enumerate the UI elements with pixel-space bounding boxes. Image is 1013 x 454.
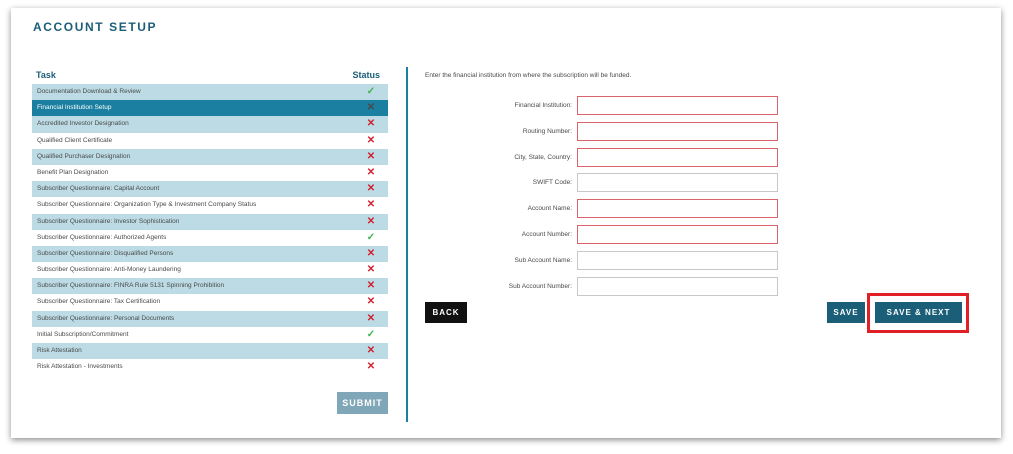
task-label: Subscriber Questionnaire: Capital Account (37, 185, 160, 193)
field-input[interactable] (577, 199, 778, 218)
field-label: Routing Number: (522, 127, 572, 135)
cross-icon: ✕ (366, 134, 376, 146)
task-label: Risk Attestation - Investments (37, 363, 123, 371)
field-input[interactable] (577, 225, 778, 244)
task-label: Initial Subscription/Commitment (37, 330, 129, 338)
table-row[interactable] (32, 84, 388, 100)
page-title: ACCOUNT SETUP (33, 20, 158, 34)
status-column-header: Status (352, 70, 380, 80)
field-label: SWIFT Code: (532, 179, 572, 187)
table-row[interactable] (32, 197, 388, 213)
field-input[interactable] (577, 96, 778, 115)
cross-icon: ✕ (366, 118, 376, 130)
task-label: Documentation Download & Review (37, 88, 141, 95)
table-header (32, 68, 388, 84)
task-label: Subscriber Questionnaire: FINRA Rule 5131 Spinning Prohibition (37, 282, 225, 290)
task-table (32, 68, 388, 375)
check-icon: ✓ (366, 231, 376, 243)
field-label: City, State, Country: (514, 153, 572, 161)
check-icon: ✓ (366, 86, 376, 97)
table-row[interactable] (32, 246, 388, 262)
vertical-divider (406, 67, 408, 422)
table-row[interactable] (32, 278, 388, 294)
submit-button[interactable]: SUBMIT (337, 392, 388, 414)
table-row[interactable] (32, 311, 388, 327)
cross-icon: ✕ (366, 247, 376, 259)
field-label: Sub Account Number: (508, 282, 572, 290)
table-row[interactable] (32, 327, 388, 343)
save-button[interactable]: SAVE (827, 302, 865, 323)
table-row[interactable] (32, 359, 388, 375)
task-label: Benefit Plan Designation (37, 168, 109, 176)
field-label: Sub Account Name: (514, 256, 572, 264)
table-row[interactable] (32, 116, 388, 132)
cross-icon: ✕ (366, 199, 376, 211)
table-row[interactable] (32, 343, 388, 359)
field-input[interactable] (577, 122, 778, 141)
field-label: Account Number: (521, 231, 572, 238)
task-label: Subscriber Questionnaire: Personal Documents (37, 314, 175, 322)
cross-icon: ✕ (366, 280, 376, 292)
task-label: Subscriber Questionnaire: Disqualified Persons (37, 249, 174, 257)
table-row[interactable] (32, 181, 388, 197)
cross-icon: ✕ (366, 150, 376, 162)
cross-icon: ✕ (366, 296, 376, 308)
table-row[interactable] (32, 133, 388, 149)
table-row[interactable] (32, 294, 388, 310)
table-row[interactable] (32, 214, 388, 230)
task-label: Subscriber Questionnaire: Authorized Agents (37, 233, 167, 241)
cross-icon: ✕ (366, 312, 376, 324)
table-row[interactable] (32, 149, 388, 165)
cross-icon: ✕ (366, 361, 376, 373)
cross-icon: ✕ (366, 264, 376, 276)
check-icon: ✓ (366, 328, 376, 340)
table-row[interactable] (32, 165, 388, 181)
cross-icon: ✕ (366, 102, 376, 114)
field-input[interactable] (577, 251, 778, 270)
field-label: Account Name: (527, 205, 572, 213)
cross-icon: ✕ (366, 215, 376, 227)
cross-icon: ✕ (366, 166, 376, 178)
field-input[interactable] (577, 173, 778, 192)
task-label: Qualified Purchaser Designation (37, 152, 131, 160)
table-row[interactable] (32, 230, 388, 246)
task-column-header: Task (36, 70, 56, 80)
task-label: Financial Institution Setup (37, 104, 112, 112)
task-label: Subscriber Questionnaire: Organization Type & Investment Company Status (37, 201, 257, 209)
field-input[interactable] (577, 277, 778, 296)
task-label: Accredited Investor Designation (37, 120, 129, 128)
table-row[interactable] (32, 262, 388, 278)
task-label: Subscriber Questionnaire: Investor Sophistication (37, 217, 180, 225)
task-label: Qualified Client Certificate (37, 136, 113, 144)
field-input[interactable] (577, 148, 778, 167)
field-label: Financial Institution: (514, 102, 572, 109)
table-row[interactable] (32, 100, 388, 116)
task-label: Risk Attestation (37, 347, 82, 354)
form-instruction: Enter the financial institution from where the subscription will be funded. (425, 72, 632, 79)
task-label: Subscriber Questionnaire: Anti-Money Laundering (37, 266, 181, 274)
back-button[interactable]: BACK (425, 302, 467, 323)
task-label: Subscriber Questionnaire: Tax Certification (37, 298, 161, 306)
cross-icon: ✕ (366, 183, 376, 195)
cross-icon: ✕ (366, 345, 376, 356)
save-and-next-button[interactable]: SAVE & NEXT (875, 302, 962, 323)
